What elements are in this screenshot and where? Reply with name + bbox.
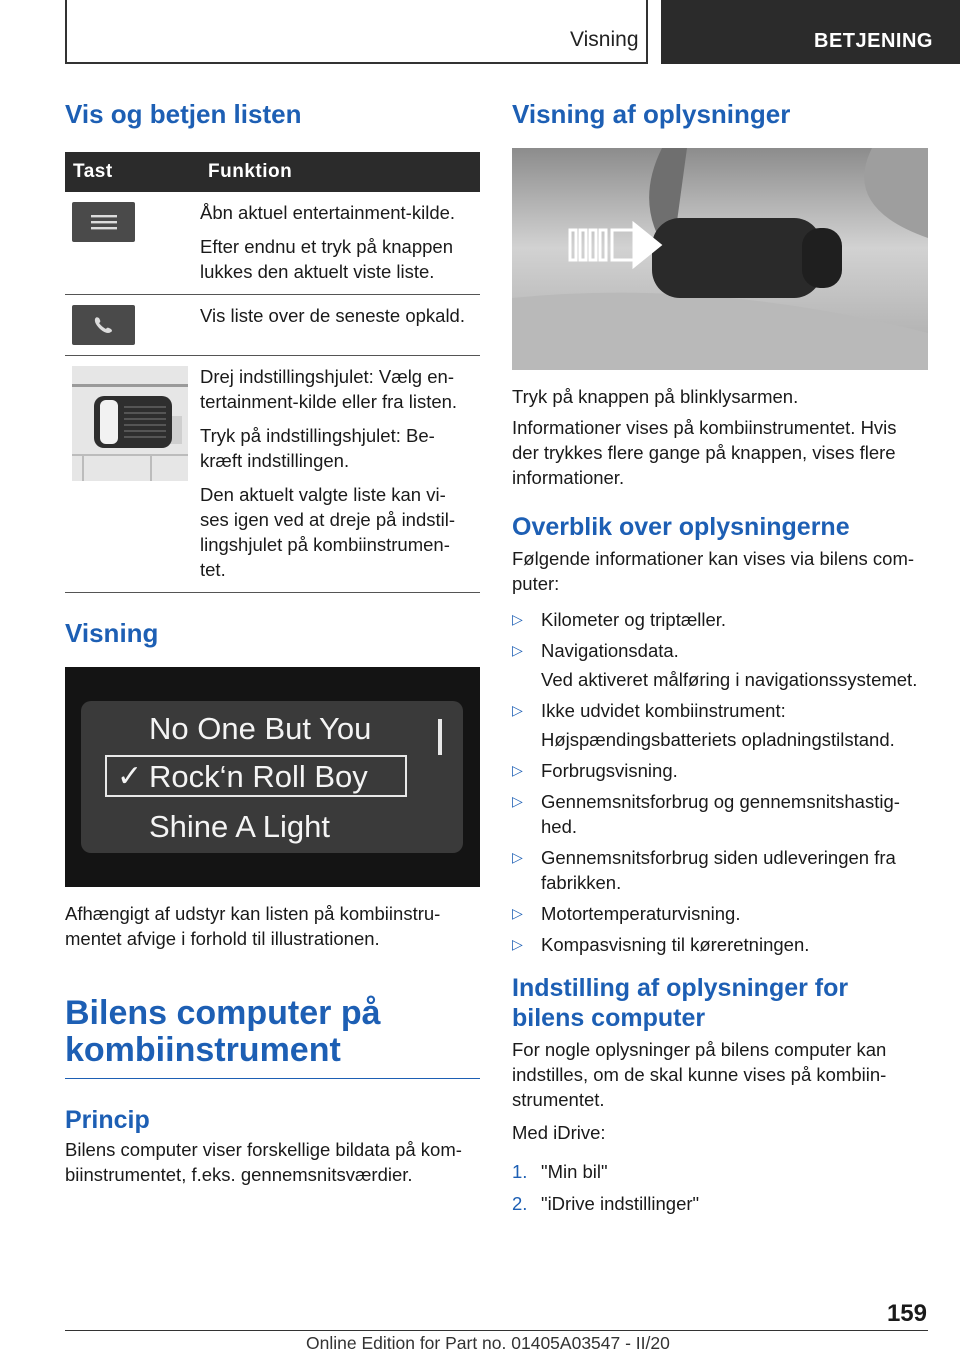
row-text: Drej indstillingshjulet: Vælg en-tertainment-kilde eller fra listen. (200, 365, 458, 412)
overview-list (512, 607, 928, 957)
list-item: 2. "iDrive indstillinger" (512, 1192, 700, 1214)
list-item: 1. "Min bil" (512, 1160, 608, 1182)
screen-line-1: No One But You (149, 710, 372, 746)
bullet-triangle-icon: ▷ (512, 848, 523, 865)
row-text: Den aktuelt valgte liste kan vi-ses igen ved at dreje på indstil-lingshjulet på kombiinstrumen-tet. (200, 483, 456, 580)
screen-line-2: Rock‘n Roll Boy (149, 758, 368, 794)
bullet-triangle-icon: ▷ (512, 935, 523, 952)
footer-divider (65, 1330, 928, 1331)
chapter-title: Bilens computer på kombiinstrument (65, 993, 381, 1070)
table-row (65, 294, 480, 355)
overview-intro: Følgende informationer kan vises via bilens com-puter: (512, 547, 915, 594)
footer-edition-text: Online Edition for Part no. 01405A03547 - II/20 (306, 1333, 670, 1353)
row-text: Åbn aktuel entertainment-kilde. (200, 201, 456, 223)
cluster-list-screen (65, 667, 480, 887)
key-function-table (65, 152, 480, 593)
table-header-function: Funktion (200, 152, 480, 192)
row-text: Efter endnu et tryk på knappen lukkes den aktuelt viste liste. (200, 235, 454, 282)
princip-text: Bilens computer viser forskellige bildata på kom-biinstrumentet, f.eks. gennemsnitsværdier. (65, 1138, 462, 1185)
check-icon: ✓ (117, 759, 143, 793)
screen-scrollbar (438, 719, 442, 755)
list-item: ▷ Kompasvisning til køreretningen. (512, 933, 810, 955)
list-item: ▷ Gennemsnitsforbrug og gennemsnitshastig-hed. (512, 790, 900, 837)
info-text: Informationer vises på kombiinstrumentet. Hvis der trykkes flere gange på knappen, vises flere informationer. (512, 416, 897, 488)
info-display-title: Visning af oplysninger (512, 99, 791, 129)
settings-text: For nogle oplysninger på bilens computer kan indstilles, om de skal kunne vises på kombiin-strumentet. (512, 1038, 887, 1110)
table-row (65, 192, 480, 295)
bullet-triangle-icon: ▷ (512, 641, 523, 658)
row-text: Vis liste over de seneste opkald. (200, 304, 465, 326)
photo-caption: Tryk på knappen på blinklysarmen. (512, 385, 799, 407)
list-item: ▷ Gennemsnitsforbrug siden udleveringen fra fabrikken. (512, 846, 896, 893)
settings-title: Indstilling af oplysninger for bilens computer (512, 973, 849, 1032)
chapter-divider (65, 1078, 480, 1079)
list-item: ▷ Ikke udvidet kombiinstrument: Højspændingsbatteriets opladningstilstand. (512, 699, 895, 750)
bullet-triangle-icon: ▷ (512, 792, 523, 809)
overview-title: Overblik over oplysningerne (512, 512, 850, 541)
list-item: ▷ Motortemperaturvisning. (512, 902, 741, 924)
bullet-triangle-icon: ▷ (512, 761, 523, 778)
right-column (512, 100, 928, 1223)
phone-icon (72, 305, 135, 345)
controller-wheel-image (72, 366, 188, 481)
princip-title: Princip (65, 1105, 150, 1134)
visning-note: Afhængigt af udstyr kan listen på kombiinstru-mentet afvige i forhold til illustrationen. (65, 902, 441, 949)
header-section-title: Visning (570, 28, 639, 51)
steps-list (512, 1159, 928, 1216)
list-icon (72, 202, 135, 242)
turn-signal-lever-image (512, 148, 928, 370)
page-number: 159 (886, 1300, 927, 1327)
list-item: ▷ Navigationsdata. Ved aktiveret målføring i navigationssystemet. (512, 639, 918, 690)
table-header-key: Tast (65, 152, 200, 192)
idrive-label: Med iDrive: (512, 1121, 606, 1143)
bullet-triangle-icon: ▷ (512, 610, 523, 627)
table-section-title: Vis og betjen listen (65, 99, 302, 129)
screen-line-3: Shine A Light (149, 808, 330, 844)
list-item: ▷ Kilometer og triptæller. (512, 608, 727, 630)
row-text: Tryk på indstillingshjulet: Be-kræft indstillingen. (200, 424, 435, 471)
list-item: ▷ Forbrugsvisning. (512, 759, 678, 781)
bullet-triangle-icon: ▷ (512, 904, 523, 921)
left-column (65, 100, 480, 1187)
header-chapter-tab: BETJENING (661, 0, 960, 64)
header-frame (65, 0, 648, 64)
visning-title: Visning (65, 617, 159, 648)
table-row (65, 355, 480, 592)
bullet-triangle-icon: ▷ (512, 701, 523, 718)
